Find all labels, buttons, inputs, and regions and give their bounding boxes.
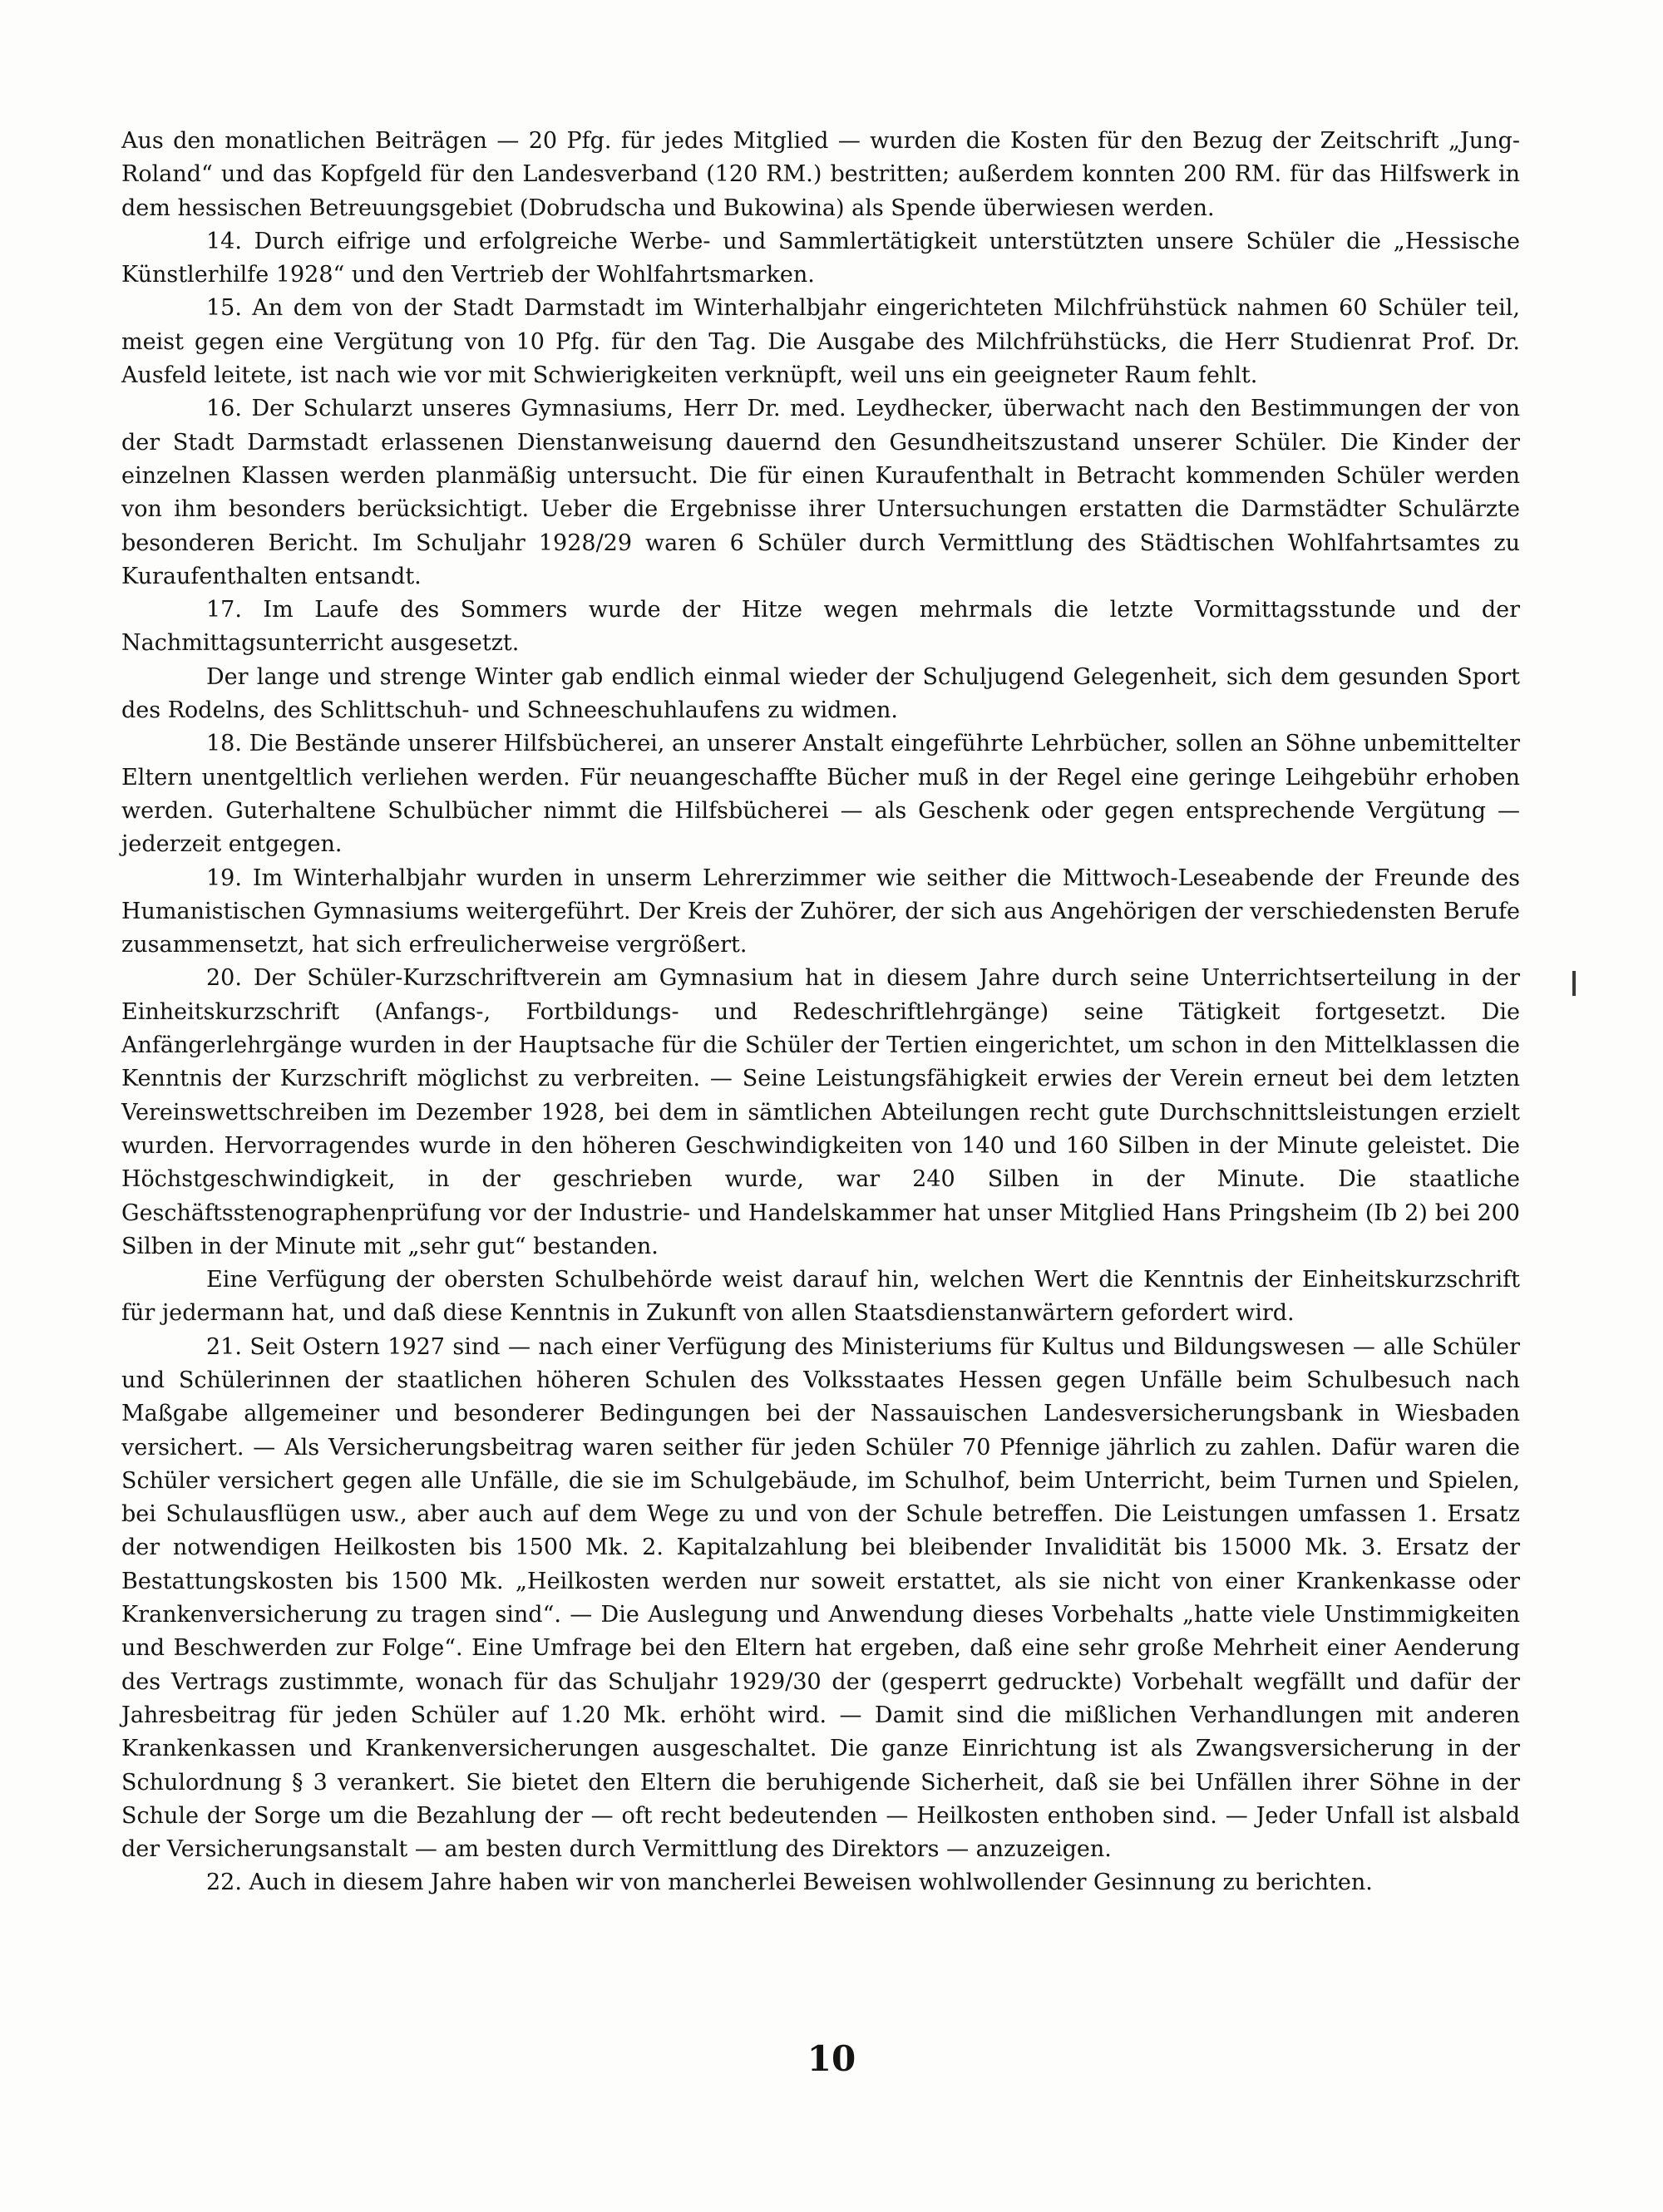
paragraph-verein-beitraege: Aus den monatlichen Beiträgen — 20 Pfg. für jedes Mitglied — wurden die Kosten für den Bezug der Zeitschrift „Jung-Roland“ und das Kopfgeld für den Landesverband (120 RM.) bestritten; außerdem konnten 200 RM. für das Hilfswerk in dem hessischen Betreuungsgebiet (Dobrudscha und Bukowina) als Spende überwiesen werden. <box>121 128 1520 221</box>
paragraph-20-kurzschriftverein: 20. Der Schüler-Kurzschriftverein am Gymnasium hat in diesem Jahre durch seine Unterrichtserteilung in der Einheitskurzschrift (Anfangs-, Fortbildungs- und Redeschriftlehrgänge) seine Tätigkeit fortgesetzt. Die Anfängerlehrgänge wurden in der Hauptsache für die Schüler der Tertien eingerichtet, um schon in den Mittelklassen die Kenntnis der Kurzschrift möglichst zu verbreiten. — Seine Leistungsfähigkeit erwies der Verein erneut bei dem letzten Vereinswettschreiben im Dezember 1928, bei dem in sämtlichen Abteilungen recht gute Durchschnittsleistungen erzielt wurden. Hervorragendes wurde in den höheren Geschwindigkeiten von 140 und 160 Silben in der Minute geleistet. Die Höchstgeschwindigkeit, in der geschrieben wurde, war 240 Silben in der Minute. Die staatliche Geschäftsstenographenprüfung vor der Industrie- und Handelskammer hat unser Mitglied Hans Pringsheim (Ib 2) bei 200 Silben in der Minute mit „sehr gut“ bestanden. <box>121 965 1520 1259</box>
page-number: 10 <box>807 2038 856 2079</box>
paragraph-22-gesinnung: 22. Auch in diesem Jahre haben wir von mancherlei Beweisen wohlwollender Gesinnung zu berichten. <box>206 1870 1373 1896</box>
paragraph-17-wintersport: Der lange und strenge Winter gab endlich einmal wieder der Schuljugend Gelegenheit, sich dem gesunden Sport des Rodelns, des Schlittschuh- und Schneeschuhlaufens zu widmen. <box>121 663 1520 724</box>
paragraph-19-leseabende: 19. Im Winterhalbjahr wurden in unserm Lehrerzimmer wie seither die Mittwoch-Leseabende der Freunde des Humanistischen Gymnasiums weitergeführt. Der Kreis der Zuhörer, der sich aus Angehörigen der verschiedensten Berufe zusammensetzt, hat sich erfreulicherweise vergrößert. <box>121 865 1520 958</box>
paragraph-21-unfallversicherung: 21. Seit Ostern 1927 sind — nach einer Verfügung des Ministeriums für Kultus und Bildungswesen — alle Schüler und Schülerinnen der staatlichen höheren Schulen des Volksstaates Hessen gegen Unfälle beim Schulbesuch nach Maßgabe allgemeiner und besonderer Bedingungen bei der Nassauischen Landesversicherungsbank in Wiesbaden versichert. — Als Versicherungsbeitrag waren seither für jeden Schüler 70 Pfennige jährlich zu zahlen. Dafür waren die Schüler versichert gegen alle Unfälle, die sie im Schulgebäude, im Schulhof, beim Unterricht, beim Turnen und Spielen, bei Schulausflügen usw., aber auch auf dem Wege zu und von der Schule betreffen. Die Leistungen umfassen 1. Ersatz der notwendigen Heilkosten bis 1500 Mk. 2. Kapitalzahlung bei bleibender Invalidität bis 15000 Mk. 3. Ersatz der Bestattungskosten bis 1500 Mk. „Heilkosten werden nur soweit erstattet, als sie nicht von einer Krankenkasse oder Krankenversicherung zu tragen sind“. — Die Auslegung und Anwendung dieses Vorbehalts „hatte viele Unstimmigkeiten und Beschwerden zur Folge“. Eine Umfrage bei den Eltern hat ergeben, daß eine sehr große Mehrheit einer Aenderung des Vertrags zustimmte, wonach für das Schuljahr 1929/30 der (gesperrt gedruckte) Vorbehalt wegfällt und dafür der Jahresbeitrag für jeden Schüler auf 1.20 Mk. erhöht wird. — Damit sind die mißlichen Verhandlungen mit anderen Krankenkassen und Krankenversicherungen ausgeschaltet. Die ganze Einrichtung ist als Zwangsversicherung in der Schulordnung § 3 verankert. Sie bietet den Eltern die beruhigende Sicherheit, daß sie bei Unfällen ihrer Söhne in der Schule der Sorge um die Bezahlung der — oft recht bedeutenden — Heilkosten enthoben sind. — Jeder Unfall ist alsbald der Versicherungsanstalt — am besten durch Vermittlung des Direktors — anzuzeigen. <box>121 1333 1520 1863</box>
paragraph-20-verfuegung: Eine Verfügung der obersten Schulbehörde weist darauf hin, welchen Wert die Kenntnis der Einheitskurzschrift für jedermann hat, und daß diese Kenntnis in Zukunft von allen Staatsdienstanwärtern gefordert wird. <box>121 1267 1520 1327</box>
paragraph-15-milchfruehstueck: 15. An dem von der Stadt Darmstadt im Winterhalbjahr eingerichteten Milchfrühstück nahmen 60 Schüler teil, meist gegen eine Vergütung von 10 Pfg. für den Tag. Die Ausgabe des Milchfrühstücks, die Herr Studienrat Prof. Dr. Ausfeld leitete, ist nach wie vor mit Schwierigkeiten verknüpft, weil uns ein geeigneter Raum fehlt. <box>121 295 1520 389</box>
margin-mark <box>1572 971 1576 996</box>
paragraph-16-schularzt: 16. Der Schularzt unseres Gymnasiums, Herr Dr. med. Leydhecker, überwacht nach den Bestimmungen der von der Stadt Darmstadt erlassenen Dienstanweisung dauernd den Gesundheitszustand unserer Schüler. Die Kinder der einzelnen Klassen werden planmäßig untersucht. Die für einen Kuraufenthalt in Betracht kommenden Schüler werden von ihm besonders berücksichtigt. Ueber die Ergebnisse ihrer Untersuchungen erstatten die Darmstädter Schulärzte besonderen Bericht. Im Schuljahr 1928/29 waren 6 Schüler durch Vermittlung des Städtischen Wohlfahrtsamtes zu Kuraufenthalten entsandt. <box>121 396 1520 589</box>
paragraph-18-hilfsbuecherei: 18. Die Bestände unserer Hilfsbücherei, an unserer Anstalt eingeführte Lehrbücher, sollen an Söhne unbemittelter Eltern unentgeltlich verliehen werden. Für neuangeschaffte Bücher muß in der Regel eine geringe Leihgebühr erhoben werden. Guterhaltene Schulbücher nimmt die Hilfsbücherei — als Geschenk oder gegen entsprechende Vergütung — jederzeit entgegen. <box>121 731 1520 858</box>
paragraph-14-werbetaetigkeit: 14. Durch eifrige und erfolgreiche Werbe- und Sammlertätigkeit unterstützten unsere Schüler die „Hessische Künstlerhilfe 1928“ und den Vertrieb der Wohlfahrtsmarken. <box>121 228 1520 288</box>
body-text <box>121 125 1520 1900</box>
paragraph-17-hitzeferien: 17. Im Laufe des Sommers wurde der Hitze wegen mehrmals die letzte Vormittagsstunde und der Nachmittagsunterricht ausgesetzt. <box>121 597 1520 657</box>
